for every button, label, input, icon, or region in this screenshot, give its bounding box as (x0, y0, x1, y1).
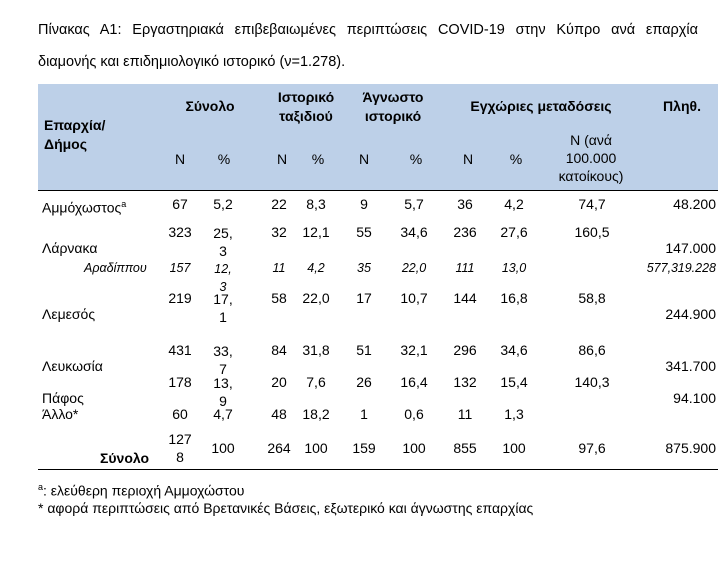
cell-p4: 34,6 (500, 342, 528, 358)
row-label: Άλλο* (42, 406, 79, 422)
subheader-rate: N (ανά 100.000 κατοίκους) (558, 132, 624, 184)
cell-p3: 10,7 (400, 290, 428, 306)
row-label: Λευκωσία (42, 358, 103, 374)
cell-n4: 144 (453, 290, 477, 306)
header-total: Σύνολο (185, 98, 235, 114)
cell-p2: 8,3 (306, 196, 326, 212)
cell-p3: 16,4 (400, 374, 428, 390)
cell-n3: 159 (352, 440, 376, 456)
cell-pop: 244.900 (665, 306, 716, 322)
table-title: Πίνακας Α1: Εργαστηριακά επιβεβαιωμένες περιπτώσεις COVID-19 στην Κύπρο ανά επαρχία διαμονής και επιδημιολογικό ιστορικό (ν=1.278). (38, 22, 698, 70)
cell-pop: 94.100 (673, 390, 716, 406)
cell-p1: 33,7 (213, 343, 233, 377)
cell-p3: 22,0 (401, 261, 427, 275)
cell-rate: 160,5 (574, 224, 610, 240)
cell-n1: 323 (168, 224, 192, 240)
cell-p2: 100 (304, 440, 328, 456)
cell-pop: 19.228 (677, 261, 716, 275)
cell-n2: 22 (271, 196, 287, 212)
row-label: Πάφος (42, 390, 84, 406)
header-population: Πληθ. (663, 98, 701, 114)
cell-n2: 48 (271, 406, 287, 422)
cell-n4: 236 (453, 224, 477, 240)
cell-n4: 296 (453, 342, 477, 358)
cell-n4: 11 (457, 406, 473, 422)
cell-n4: 111 (455, 261, 475, 275)
header-travel: Ιστορικό ταξιδιού (277, 89, 335, 124)
subheader-n: N (462, 151, 474, 167)
cell-n4: 36 (457, 196, 473, 212)
cell-p1: 100 (211, 440, 235, 456)
subheader-n: N (276, 151, 288, 167)
cell-p4: 13,0 (501, 261, 527, 275)
cell-n4: 855 (453, 440, 477, 456)
cell-n2: 32 (271, 224, 287, 240)
cell-p1: 12,3 (214, 262, 232, 294)
header-local: Εγχώριες μεταδόσεις (470, 98, 612, 114)
footnote-star: * αφορά περιπτώσεις από Βρετανικές Βάσεις, εξωτερικό και άγνωστης επαρχίας (38, 500, 534, 516)
cell-n1: 67 (172, 196, 188, 212)
cell-n1: 1278 (168, 431, 192, 465)
subheader-n: N (174, 151, 186, 167)
cell-n3: 35 (357, 261, 371, 275)
cell-p4: 1,3 (504, 406, 524, 422)
cell-p1: 17,1 (213, 291, 233, 325)
cell-p2: 22,0 (302, 290, 330, 306)
cell-p3: 34,6 (400, 224, 428, 240)
cell-rate: 74,7 (578, 196, 606, 212)
row-label: Λεμεσός (42, 306, 96, 322)
cell-p3: 5,7 (404, 196, 424, 212)
cell-n2: 20 (271, 374, 287, 390)
header-unknown: Άγνωστο ιστορικό (362, 89, 424, 124)
footnote-marker: a (121, 199, 127, 209)
cell-n1: 431 (168, 342, 192, 358)
cell-n4: 132 (453, 374, 477, 390)
cell-p4: 4,2 (504, 196, 524, 212)
cell-p2: 18,2 (302, 406, 330, 422)
row-label: Αμμόχωστος$^a$ (42, 199, 127, 216)
cell-p4: 100 (502, 440, 526, 456)
cell-n3: 51 (356, 342, 372, 358)
header-col-district: Επαρχία/ Δήμος (44, 117, 106, 152)
cell-p3: 100 (402, 440, 426, 456)
cell-p1: 4,7 (213, 406, 233, 422)
footnote-marker: a (38, 482, 44, 492)
cell-n3: 17 (356, 290, 372, 306)
cell-n2: 11 (272, 261, 286, 275)
footnote-a (38, 478, 244, 500)
cell-pop: 48.200 (673, 196, 716, 212)
cell-rate: 86,6 (578, 342, 606, 358)
cell-n1: 219 (168, 290, 192, 306)
cell-n2: 84 (271, 342, 287, 358)
cell-n3: 1 (360, 406, 368, 422)
cell-pop: 341.700 (665, 358, 716, 374)
row-label: Αραδίππου (84, 261, 147, 275)
cell-p3: 0,6 (404, 406, 424, 422)
subheader-pct: % (509, 151, 523, 167)
cell-rate: 58,8 (578, 290, 606, 306)
subheader-pct: % (409, 151, 423, 167)
subheader-n: N (358, 151, 370, 167)
cell-n3: 55 (356, 224, 372, 240)
cell-n1: 178 (168, 374, 192, 390)
subheader-pct: % (311, 151, 325, 167)
row-label: Σύνολο (100, 450, 150, 466)
cell-p2: 12,1 (302, 224, 330, 240)
cell-pop: 875.900 (665, 440, 716, 456)
cell-p1: 25,3 (213, 225, 233, 259)
cell-pop: 147.000 (665, 240, 716, 256)
cell-n2: 58 (271, 290, 287, 306)
footnote-a-text: : ελεύθερη περιοχή Αμμοχώστου (43, 482, 245, 499)
cell-n2: 264 (267, 440, 291, 456)
cell-rate: 97,6 (578, 440, 606, 456)
cell-n3: 9 (360, 196, 368, 212)
header-rule (38, 190, 718, 191)
cell-p2: 31,8 (302, 342, 330, 358)
cell-p1: 5,2 (213, 196, 233, 212)
cell-rate: 140,3 (574, 374, 610, 390)
cell-p4: 16,8 (500, 290, 528, 306)
cell-p2: 7,6 (306, 374, 326, 390)
bottom-rule (38, 469, 718, 470)
cell-n1: 157 (169, 261, 191, 275)
cell-p2: 4,2 (307, 261, 325, 275)
cell-n3: 26 (356, 374, 372, 390)
row-label: Λάρνακα (42, 240, 98, 256)
cell-p4: 27,6 (500, 224, 528, 240)
cell-rate: 577,3 (646, 261, 678, 275)
cell-n1: 60 (172, 406, 188, 422)
subheader-pct: % (217, 151, 231, 167)
cell-p4: 15,4 (500, 374, 528, 390)
cell-p3: 32,1 (400, 342, 428, 358)
cell-p1: 13,9 (213, 375, 233, 409)
